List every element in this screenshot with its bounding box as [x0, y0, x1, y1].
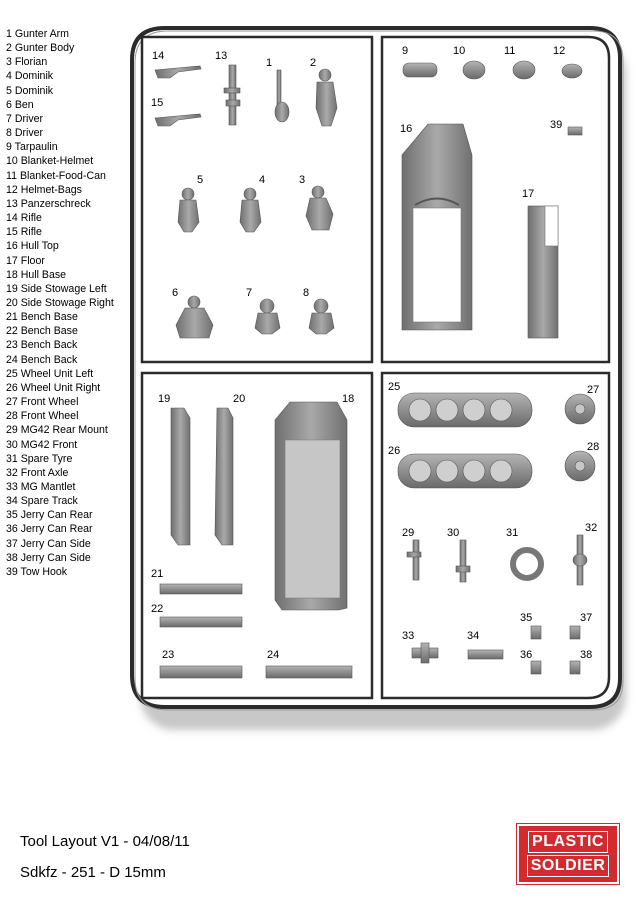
part-number-label: 17 — [522, 188, 535, 200]
part-19-side-stowage-left — [171, 408, 190, 545]
parts-list-item: 28 Front Wheel — [6, 410, 79, 423]
part-number-label: 1 — [266, 57, 273, 69]
part-number-label: 31 — [506, 527, 519, 539]
parts-list-item: 20 Side Stowage Right — [6, 296, 114, 309]
parts-list-item: 25 Wheel Unit Left — [6, 367, 94, 380]
part-number-label: 39 — [550, 119, 563, 131]
part-number-label: 29 — [402, 527, 415, 539]
part-number-label: 11 — [504, 45, 516, 57]
part-number-label: 19 — [158, 393, 171, 405]
parts-list-item: 32 Front Axle — [6, 466, 69, 479]
part-number-label: 16 — [400, 123, 413, 135]
parts-list-item: 33 MG Mantlet — [6, 481, 76, 493]
part-number-label: 36 — [520, 649, 533, 661]
parts-list-item: 4 Dominik — [6, 70, 54, 83]
part-number-label: 23 — [162, 649, 175, 661]
parts-list-item: 24 Bench Back — [6, 353, 78, 366]
part-number-label: 32 — [585, 522, 598, 534]
part-17-floor — [528, 206, 558, 338]
part-20-side-stowage-right — [215, 408, 233, 545]
part-26-wheel-unit-right — [398, 454, 532, 488]
part-number-label: 27 — [587, 384, 600, 396]
part-number-label: 37 — [580, 612, 593, 624]
parts-list-item: 5 Dominik — [6, 84, 54, 97]
parts-list-item: 34 Spare Track — [6, 495, 78, 508]
part-number-label: 25 — [388, 381, 401, 393]
part-9-tarpaulin — [403, 63, 437, 77]
parts-list-item: 26 Wheel Unit Right — [6, 381, 101, 394]
part-number-label: 14 — [152, 50, 165, 62]
part-12-helmet-bags — [562, 64, 582, 78]
part-number-label: 22 — [151, 603, 164, 615]
part-number-label: 4 — [259, 174, 266, 186]
part-16-hull-top — [402, 124, 472, 330]
parts-list-item: 30 MG42 Front — [6, 438, 78, 451]
part-number-label: 20 — [233, 393, 246, 405]
parts-list-item: 2 Gunter Body — [6, 42, 75, 55]
part-number-label: 5 — [197, 174, 204, 186]
part-39-tow-hook — [568, 127, 582, 135]
parts-list-item: 8 Driver — [6, 127, 44, 140]
parts-list-item: 27 Front Wheel — [6, 396, 79, 409]
parts-list-item: 22 Bench Base — [6, 325, 78, 338]
parts-list-item: 11 Blanket-Food-Can — [6, 169, 106, 182]
part-11-blanket-food-can — [513, 61, 535, 79]
part-27-front-wheel — [565, 394, 595, 424]
plastic-soldier-logo — [517, 824, 619, 884]
part-number-label: 26 — [388, 445, 401, 457]
part-35-jerry-can-rear — [531, 626, 541, 639]
parts-list-item: 29 MG42 Rear Mount — [6, 424, 108, 437]
part-number-label: 12 — [553, 45, 566, 57]
part-number-label: 24 — [267, 649, 280, 661]
part-36-jerry-can-rear — [531, 661, 541, 674]
parts-list-item: 23 Bench Back — [6, 339, 78, 352]
part-31-spare-tyre — [513, 550, 541, 578]
parts-list-item: 13 Panzerschreck — [6, 197, 91, 210]
parts-list-item: 21 Bench Base — [6, 311, 78, 324]
parts-list-item: 15 Rifle — [6, 226, 42, 239]
parts-list-item: 38 Jerry Can Side — [6, 551, 91, 564]
parts-list-item: 31 Spare Tyre — [6, 452, 73, 465]
part-21-bench-base — [160, 584, 242, 594]
parts-list-item: 7 Driver — [6, 112, 44, 125]
part-number-label: 38 — [580, 649, 593, 661]
part-number-label: 10 — [453, 45, 466, 57]
part-28-front-wheel — [565, 451, 595, 481]
part-38-jerry-can-side — [570, 661, 580, 674]
logo-line-2: SOLDIER — [527, 855, 610, 877]
parts-list-item: 10 Blanket-Helmet — [6, 155, 94, 168]
parts-list-item: 12 Helmet-Bags — [6, 183, 82, 196]
part-number-label: 34 — [467, 630, 480, 642]
part-18-hull-base — [275, 402, 347, 610]
part-number-label: 28 — [587, 441, 600, 453]
part-number-label: 21 — [151, 568, 164, 580]
part-number-label: 33 — [402, 630, 415, 642]
part-number-label: 8 — [303, 287, 310, 299]
part-25-wheel-unit-left — [398, 393, 532, 427]
parts-list-item: 14 Rifle — [6, 212, 42, 225]
part-37-jerry-can-side — [570, 626, 580, 639]
part-24-bench-back — [266, 666, 352, 678]
parts-list-item: 18 Hull Base — [6, 268, 67, 281]
parts-list-item: 16 Hull Top — [6, 240, 59, 253]
part-number-label: 9 — [402, 45, 409, 57]
logo-line-1: PLASTIC — [528, 831, 608, 853]
part-number-label: 6 — [172, 287, 179, 299]
parts-list-item: 17 Floor — [6, 254, 45, 267]
part-number-label: 35 — [520, 612, 533, 624]
parts-list-item: 19 Side Stowage Left — [6, 282, 107, 295]
parts-list-item: 35 Jerry Can Rear — [6, 509, 93, 522]
part-number-label: 3 — [299, 174, 306, 186]
part-23-bench-back — [160, 666, 242, 678]
parts-list-item: 9 Tarpaulin — [6, 141, 58, 154]
part-number-label: 30 — [447, 527, 460, 539]
part-number-label: 13 — [215, 50, 228, 62]
part-10-blanket-helmet — [463, 61, 485, 79]
part-number-label: 7 — [246, 287, 253, 299]
parts-list-item: 37 Jerry Can Side — [6, 537, 91, 550]
part-34-spare-track — [468, 650, 503, 659]
parts-list-item: 1 Gunter Arm — [6, 28, 69, 40]
part-number-label: 15 — [151, 97, 164, 109]
footer-subtitle: Sdkfz - 251 - D 15mm — [20, 864, 166, 881]
footer-title: Tool Layout V1 - 04/08/11 — [20, 833, 190, 850]
sprue-cell-top-left — [142, 37, 372, 362]
part-number-label: 18 — [342, 393, 355, 405]
parts-list-item: 3 Florian — [6, 56, 48, 69]
part-22-bench-base — [160, 617, 242, 627]
parts-list-item: 6 Ben — [6, 98, 34, 111]
parts-list-item: 39 Tow Hook — [6, 565, 68, 578]
parts-list-item: 36 Jerry Can Rear — [6, 523, 93, 536]
part-number-label: 2 — [310, 57, 317, 69]
